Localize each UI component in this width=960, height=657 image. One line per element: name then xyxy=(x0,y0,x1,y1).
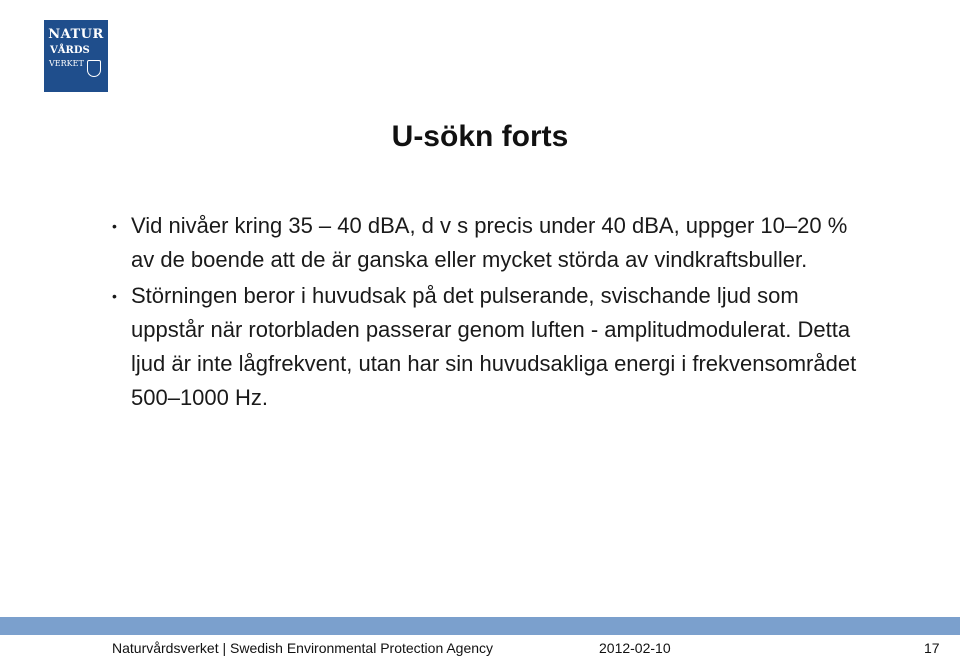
naturvardsverket-logo xyxy=(44,20,108,92)
bullet-list xyxy=(108,209,868,417)
bullet-text: Störningen beror i huvudsak på det pulserande, svischande ljud som uppstår när rotorbladen passerar genom luften - amplitudmodulerat. Detta ljud är inte lågfrekvent, utan har sin huvudsakliga energi i frekvensområdet 500–1000 Hz. xyxy=(131,283,857,410)
footer-page-number: 17 xyxy=(924,640,940,656)
footer-organization: Naturvårdsverket | Swedish Environmental Protection Agency xyxy=(112,640,494,656)
crest-icon xyxy=(87,60,101,77)
logo-text-line3: VERKET xyxy=(49,59,84,68)
bullet-dot-icon: • xyxy=(112,218,117,234)
footer xyxy=(0,636,960,657)
logo-text-line2: VÅRDS xyxy=(50,45,90,56)
footer-bar xyxy=(0,617,960,635)
bullet-item xyxy=(108,279,868,415)
bullet-dot-icon: • xyxy=(112,288,117,304)
footer-date: 2012-02-10 xyxy=(599,640,671,656)
bullet-item xyxy=(108,209,868,277)
bullet-text: Vid nivåer kring 35 – 40 dBA, d v s precis under 40 dBA, uppger 10–20 % av de boende att de är ganska eller mycket störda av vindkraftsbuller. xyxy=(131,213,848,272)
logo-text-line1: NATUR xyxy=(48,27,104,42)
slide-title: U-sökn forts xyxy=(391,120,569,153)
